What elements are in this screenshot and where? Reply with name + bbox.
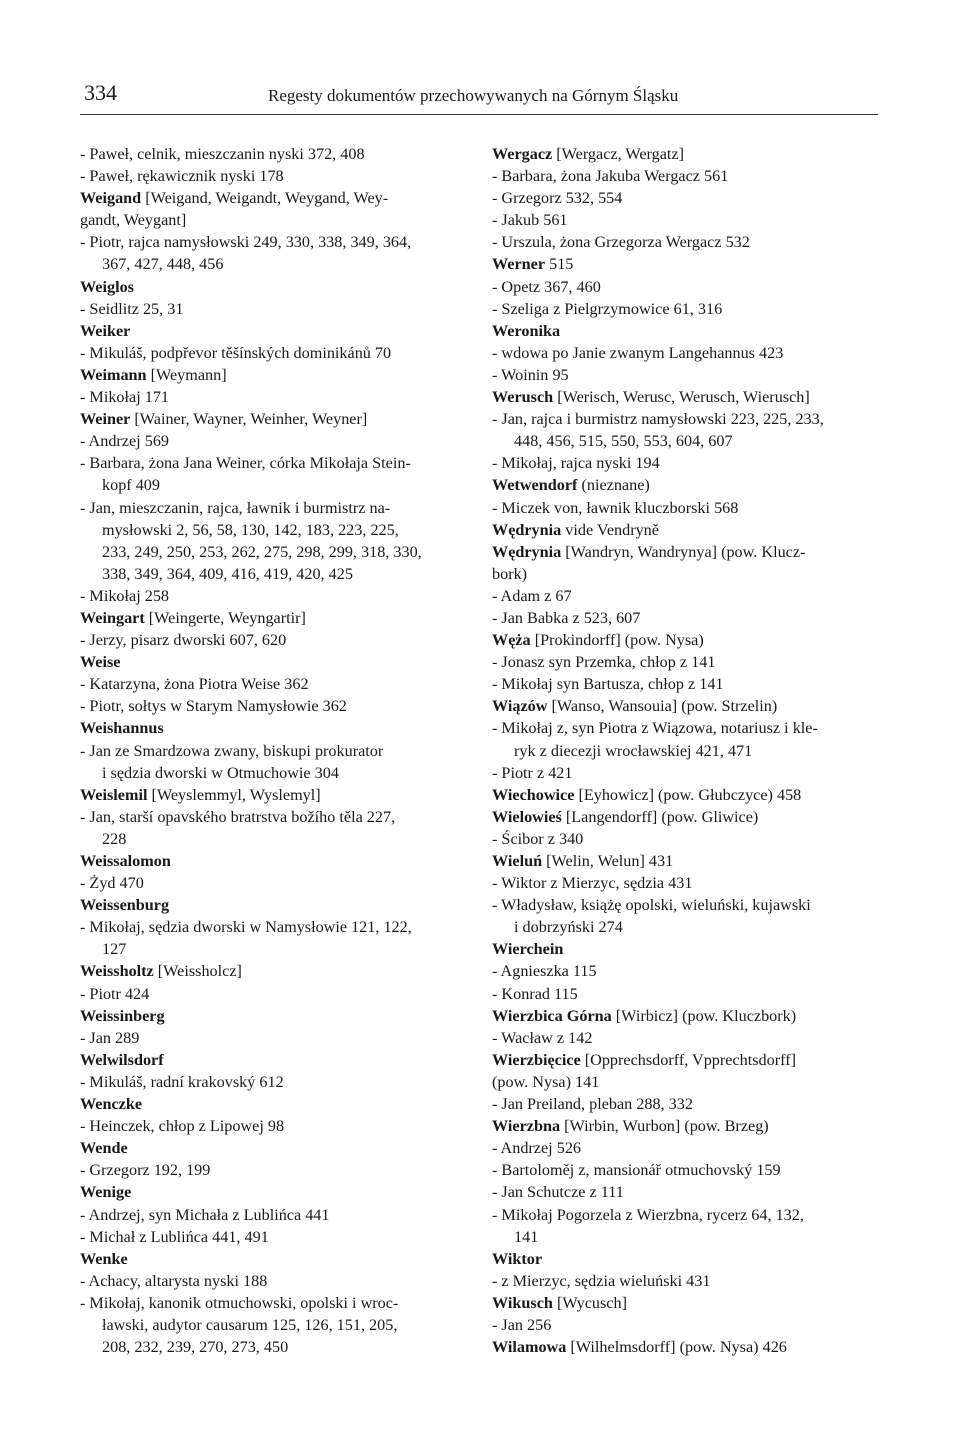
index-headword: Werner [492, 255, 546, 274]
index-entry: - Miczek von, ławnik kluczborski 568 [492, 498, 739, 517]
index-headword-line [80, 651, 468, 673]
index-headword-variants: [Werisch, Werusc, Werusch, Wierusch] [553, 388, 810, 407]
index-entry-continuation: bork) [492, 564, 528, 583]
index-headword-line [492, 784, 880, 806]
index-headword-line [80, 960, 468, 982]
index-headword-line [492, 519, 880, 541]
index-headword-line [492, 938, 880, 960]
index-headword: Wikusch [492, 1293, 553, 1312]
index-entry-continuation: 367, 427, 448, 456 [102, 255, 224, 274]
index-entry: - Jonasz syn Przemka, chłop z 141 [492, 653, 716, 672]
index-entry: - Woinin 95 [492, 365, 569, 384]
index-entry-continuation: (pow. Nysa) 141 [492, 1072, 600, 1091]
index-headword-line [80, 320, 468, 342]
index-headword-variants: [Opprechsdorff, Vpprechtsdorff] [580, 1050, 797, 1069]
index-entry: - Konrad 115 [492, 984, 578, 1003]
index-entry: - Achacy, altarysta nyski 188 [80, 1271, 268, 1290]
index-headword-line [80, 784, 468, 806]
index-entry-continuation: i sędzia dworski w Otmuchowie 304 [102, 763, 339, 782]
index-entry-continuation: ławski, audytor causarum 125, 126, 151, 205, [102, 1315, 398, 1334]
index-entry: - Mikołaj 171 [80, 388, 170, 407]
index-headword: Weronika [492, 321, 561, 340]
index-entry: - Adam z 67 [492, 586, 572, 605]
index-entry-continuation: 228 [102, 829, 127, 848]
index-headword-line [80, 894, 468, 916]
header-rule [80, 114, 878, 115]
index-headword: Wetwendorf [492, 476, 578, 495]
index-headword-variants: [Weigand, Weigandt, Weygand, Wey- [141, 189, 389, 208]
index-headword-line [492, 1049, 880, 1071]
index-entry: - Andrzej 569 [80, 432, 170, 451]
index-entry: - Mikołaj 258 [80, 586, 170, 605]
index-headword-line [492, 1336, 880, 1358]
index-headword-line [80, 1049, 468, 1071]
index-headword: Wende [80, 1139, 128, 1158]
index-headword-variants: [Prokindorff] (pow. Nysa) [530, 631, 704, 650]
index-entry: - Barbara, żona Jakuba Wergacz 561 [492, 167, 729, 186]
index-headword: Wergacz [492, 145, 553, 163]
index-entry-continuation: 208, 232, 239, 270, 273, 450 [102, 1338, 289, 1357]
index-entry: - Jan Preiland, pleban 288, 332 [492, 1095, 693, 1114]
index-entry-continuation: kopf 409 [102, 476, 160, 495]
index-entry: - Jan, mieszczanin, rajca, ławnik i burmistrz na- [80, 498, 391, 517]
index-entry-continuation: mysłowski 2, 56, 58, 130, 142, 183, 223, 225, [102, 520, 399, 539]
index-entry: - Agnieszka 115 [492, 962, 597, 981]
index-entry: - Michał z Lublińca 441, 491 [80, 1227, 269, 1246]
index-headword: Wierchein [492, 940, 564, 959]
index-entry: - Piotr, rajca namysłowski 249, 330, 338, 349, 364, [80, 233, 412, 252]
index-headword-line [492, 629, 880, 651]
index-headword-variants: [Wycusch] [552, 1293, 627, 1312]
index-headword-variants: [Wilhelmsdorff] (pow. Nysa) 426 [566, 1338, 787, 1357]
index-headword: Wędrynia [492, 520, 562, 539]
index-entry: - Bartoloměj z, mansionář otmuchovský 159 [492, 1161, 781, 1180]
index-entry: - Jan 256 [492, 1315, 552, 1334]
index-entry-continuation: 338, 349, 364, 409, 416, 419, 420, 425 [102, 564, 353, 583]
index-headword-variants: [Wirbin, Wurbon] (pow. Brzeg) [560, 1117, 769, 1136]
index-entry: - Mikołaj, rajca nyski 194 [492, 454, 660, 473]
index-headword: Wenczke [80, 1095, 143, 1114]
index-headword-line [492, 253, 880, 275]
index-entry: - Ścibor z 340 [492, 829, 584, 848]
index-headword-line [80, 1005, 468, 1027]
index-headword: Weigand [80, 189, 142, 208]
index-headword-variants: [Wanso, Wansouia] (pow. Strzelin) [547, 697, 778, 716]
index-entry-continuation: 448, 456, 515, 550, 553, 604, 607 [514, 432, 733, 451]
index-entry: - Andrzej 526 [492, 1139, 582, 1158]
index-headword-line [492, 474, 880, 496]
running-head: Regesty dokumentów przechowywanych na Górnym Śląsku [268, 86, 679, 105]
index-headword: Wenke [80, 1249, 128, 1268]
index-headword: Weissalomon [80, 852, 171, 870]
index-headword: Weiker [80, 321, 131, 340]
index-headword: Weissinberg [80, 1006, 165, 1025]
index-headword-line [492, 1248, 880, 1270]
index-entry: - Piotr, sołtys w Starym Namysłowie 362 [80, 697, 347, 716]
index-headword-variants: [Weyslemmyl, Wyslemyl] [147, 785, 321, 804]
index-entry: - Jan 289 [80, 1028, 140, 1047]
index-entry: - Jan Babka z 523, 607 [492, 608, 641, 627]
index-headword: Weiner [80, 410, 131, 429]
index-entry-continuation: 141 [514, 1227, 539, 1246]
index-headword-variants: (nieznane) [577, 476, 650, 495]
index-headword-variants: [Wandryn, Wandrynya] (pow. Klucz- [561, 542, 806, 561]
index-entry: - Andrzej, syn Michała z Lublińca 441 [80, 1205, 330, 1224]
index-entry: - z Mierzyc, sędzia wieluński 431 [492, 1271, 711, 1290]
index-headword-variants: 515 [545, 255, 574, 274]
index-headword-line [492, 806, 880, 828]
index-headword-line [80, 408, 468, 430]
index-headword-line [492, 320, 880, 342]
index-headword: Weislemil [80, 785, 148, 804]
index-headword-variants: [Weissholcz] [153, 962, 242, 981]
index-entry: - Jakub 561 [492, 211, 568, 230]
index-headword-variants: [Wergacz, Wergatz] [552, 145, 685, 163]
index-entry: - Jan, starší opavského bratrstva božího těla 227, [80, 807, 396, 826]
index-entry-continuation: 127 [102, 940, 127, 959]
index-entry: - Piotr z 421 [492, 763, 573, 782]
index-headword-line [80, 1093, 468, 1115]
index-entry: - Piotr 424 [80, 984, 150, 1003]
index-entry: - Wacław z 142 [492, 1028, 593, 1047]
index-headword: Wiechowice [492, 785, 575, 804]
index-headword: Welwilsdorf [80, 1050, 164, 1069]
index-headword-variants: [Langendorff] (pow. Gliwice) [561, 807, 759, 826]
index-entry: - Szeliga z Pielgrzymowice 61, 316 [492, 299, 723, 318]
index-headword-line [80, 850, 468, 872]
index-column-right [492, 143, 880, 1358]
index-headword: Wielowieś [492, 807, 562, 826]
index-headword: Wieluń [492, 852, 543, 870]
index-entry-continuation: gandt, Weygant] [80, 211, 187, 230]
index-headword: Wiktor [492, 1249, 543, 1268]
index-entry: - Paweł, celnik, mieszczanin nyski 372, 408 [80, 145, 365, 163]
index-entry: - Żyd 470 [80, 874, 144, 893]
index-headword: Weissholtz [80, 962, 154, 981]
page-number: 334 [84, 80, 117, 105]
index-headword-line [492, 143, 880, 165]
index-entry: - Mikołaj z, syn Piotra z Wiązowa, notariusz i kle- [492, 719, 818, 738]
index-headword-line [80, 607, 468, 629]
index-entry: - Mikołaj Pogorzela z Wierzbna, rycerz 64, 132, [492, 1205, 804, 1224]
index-entry: - Mikołaj, kanonik otmuchowski, opolski i wroc- [80, 1293, 399, 1312]
index-headword: Weissenburg [80, 896, 170, 915]
index-headword-line [80, 1248, 468, 1270]
index-headword: Węża [492, 631, 531, 650]
index-entry: - Jan, rajca i burmistrz namysłowski 223, 225, 233, [492, 410, 824, 429]
index-entry: - Grzegorz 192, 199 [80, 1161, 211, 1180]
index-entry: - Heinczek, chłop z Lipowej 98 [80, 1117, 285, 1136]
index-headword-line [80, 1181, 468, 1203]
index-entry: - Mikuláš, podpřevor těšínských dominikánů 70 [80, 343, 392, 362]
index-headword-line [80, 187, 468, 209]
index-headword-line [492, 1292, 880, 1314]
index-headword: Wędrynia [492, 542, 562, 561]
index-column-left [80, 143, 468, 1358]
index-headword: Werusch [492, 388, 554, 407]
index-entry: - Seidlitz 25, 31 [80, 299, 184, 318]
index-headword-line [80, 276, 468, 298]
index-headword: Weise [80, 653, 121, 672]
index-entry: - Mikuláš, radní krakovský 612 [80, 1072, 284, 1091]
index-headword-line [492, 695, 880, 717]
index-entry: - Opetz 367, 460 [492, 277, 601, 296]
index-headword: Weimann [80, 365, 147, 384]
index-entry: - Paweł, rękawicznik nyski 178 [80, 167, 284, 186]
index-headword-variants: [Eyhowicz] (pow. Głubczyce) 458 [574, 785, 802, 804]
index-entry: - Barbara, żona Jana Weiner, córka Mikołaja Stein- [80, 454, 411, 473]
index-headword-line [80, 364, 468, 386]
index-entry: - Grzegorz 532, 554 [492, 189, 623, 208]
index-headword: Wierzbna [492, 1117, 561, 1136]
index-entry-continuation: i dobrzyński 274 [514, 918, 623, 937]
index-entry: - wdowa po Janie zwanym Langehannus 423 [492, 343, 784, 362]
index-headword-line [492, 541, 880, 563]
index-headword: Wenige [80, 1183, 132, 1202]
index-headword-variants: [Weingerte, Weyngartir] [144, 608, 306, 627]
index-headword: Weiglos [80, 277, 134, 296]
index-headword-variants: [Welin, Welun] 431 [542, 852, 674, 870]
index-headword: Wilamowa [492, 1338, 567, 1357]
index-headword: Wiązów [492, 697, 548, 716]
index-headword-line [492, 1115, 880, 1137]
index-entry: - Jan ze Smardzowa zwany, biskupi prokurator [80, 741, 384, 760]
index-entry: - Władysław, książę opolski, wieluński, kujawski [492, 896, 811, 915]
index-entry: - Jerzy, pisarz dworski 607, 620 [80, 631, 287, 650]
index-headword: Weingart [80, 608, 145, 627]
index-headword-line [492, 386, 880, 408]
index-headword: Weishannus [80, 719, 164, 738]
index-entry: - Urszula, żona Grzegorza Wergacz 532 [492, 233, 750, 252]
index-headword: Wierzbięcice [492, 1050, 581, 1069]
index-headword-variants: [Weymann] [146, 365, 227, 384]
index-headword-line [80, 1137, 468, 1159]
index-headword: Wierzbica Górna [492, 1006, 612, 1025]
index-headword-variants: vide Vendryně [561, 520, 659, 539]
index-headword-line [80, 717, 468, 739]
index-headword-variants: [Wainer, Wayner, Weinher, Weyner] [130, 410, 368, 429]
index-entry-continuation: ryk z diecezji wrocławskiej 421, 471 [514, 741, 753, 760]
index-entry: - Wiktor z Mierzyc, sędzia 431 [492, 874, 693, 893]
index-entry: - Jan Schutcze z 111 [492, 1183, 624, 1202]
index-headword-line [492, 850, 880, 872]
index-entry-continuation: 233, 249, 250, 253, 262, 275, 298, 299, 318, 330, [102, 542, 422, 561]
index-entry: - Katarzyna, żona Piotra Weise 362 [80, 675, 309, 694]
index-headword-line [492, 1005, 880, 1027]
index-entry: - Mikołaj, sędzia dworski w Namysłowie 121, 122, [80, 918, 412, 937]
index-entry: - Mikołaj syn Bartusza, chłop z 141 [492, 675, 724, 694]
index-headword-variants: [Wirbicz] (pow. Kluczbork) [611, 1006, 797, 1025]
